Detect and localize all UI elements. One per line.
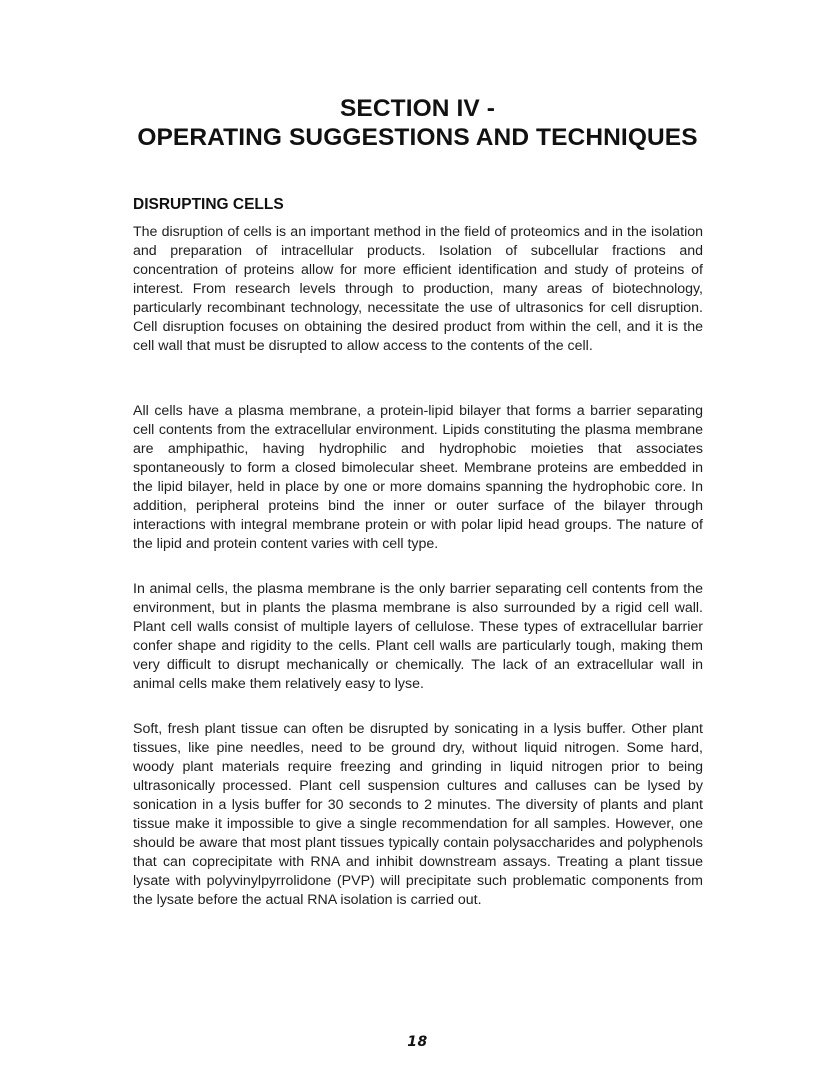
page-number: 18 [407, 1034, 428, 1050]
paragraph-cell-disruption-intro: The disruption of cells is an important method in the field of proteomics and in the isolation and preparation of intracellular products. Isolation of subcellular fractions and concentration of proteins allow for more efficient identification and study of proteins of interest. From research levels through to production, many areas of biotechnology, particularly recombinant technology, necessitate the use of ultrasonics for cell disruption. Cell disruption focuses on obtaining the desired product from within the cell, and it is the cell wall that must be disrupted to allow access to the contents of the cell. [133, 224, 703, 354]
paragraph-plant-tissue-lysis: Soft, fresh plant tissue can often be disrupted by sonicating in a lysis buffer. Other plant tissues, like pine needles, need to be ground dry, without liquid nitrogen. Some hard, woody plant materials require freezing and grinding in liquid nitrogen prior to being ultrasonically processed. Plant cell suspension cultures and calluses can be lysed by sonication in a lysis buffer for 30 seconds to 2 minutes. The diversity of plants and plant tissue make it impossible to give a single recommendation for all samples. However, one should be aware that most plant tissues typically contain polysaccharides and polyphenols that can coprecipitate with RNA and inhibit downstream assays. Treating a plant tissue lysate with polyvinylpyrrolidone (PVP) will precipitate such problematic components from the lysate before the actual RNA isolation is carried out. [133, 721, 703, 908]
subsection-heading: DISRUPTING CELLS [133, 196, 284, 213]
section-title [0, 94, 835, 152]
paragraph-animal-vs-plant-cells: In animal cells, the plasma membrane is the only barrier separating cell contents from the environment, but in plants the plasma membrane is also surrounded by a rigid cell wall. Plant cell walls consist of multiple layers of cellulose. These types of extracellular barrier confer shape and rigidity to the cells. Plant cell walls are particularly tough, making them very difficult to disrupt mechanically or chemically. The lack of an extracellular wall in animal cells make them relatively easy to lyse. [133, 581, 703, 692]
section-title-line-2: OPERATING SUGGESTIONS AND TECHNIQUES [137, 124, 698, 151]
section-title-line-1: SECTION IV - [339, 95, 496, 122]
paragraph-plasma-membrane: All cells have a plasma membrane, a protein-lipid bilayer that forms a barrier separating cell contents from the extracellular environment. Lipids constituting the plasma membrane are amphipathic, having hydrophilic and hydrophobic moieties that associates spontaneously to form a closed bimolecular sheet. Membrane proteins are embedded in the lipid bilayer, held in place by one or more domains spanning the hydrophobic core. In addition, peripheral proteins bind the inner or outer surface of the bilayer through interactions with integral membrane protein or with polar lipid head groups. The nature of the lipid and protein content varies with cell type. [133, 403, 703, 552]
